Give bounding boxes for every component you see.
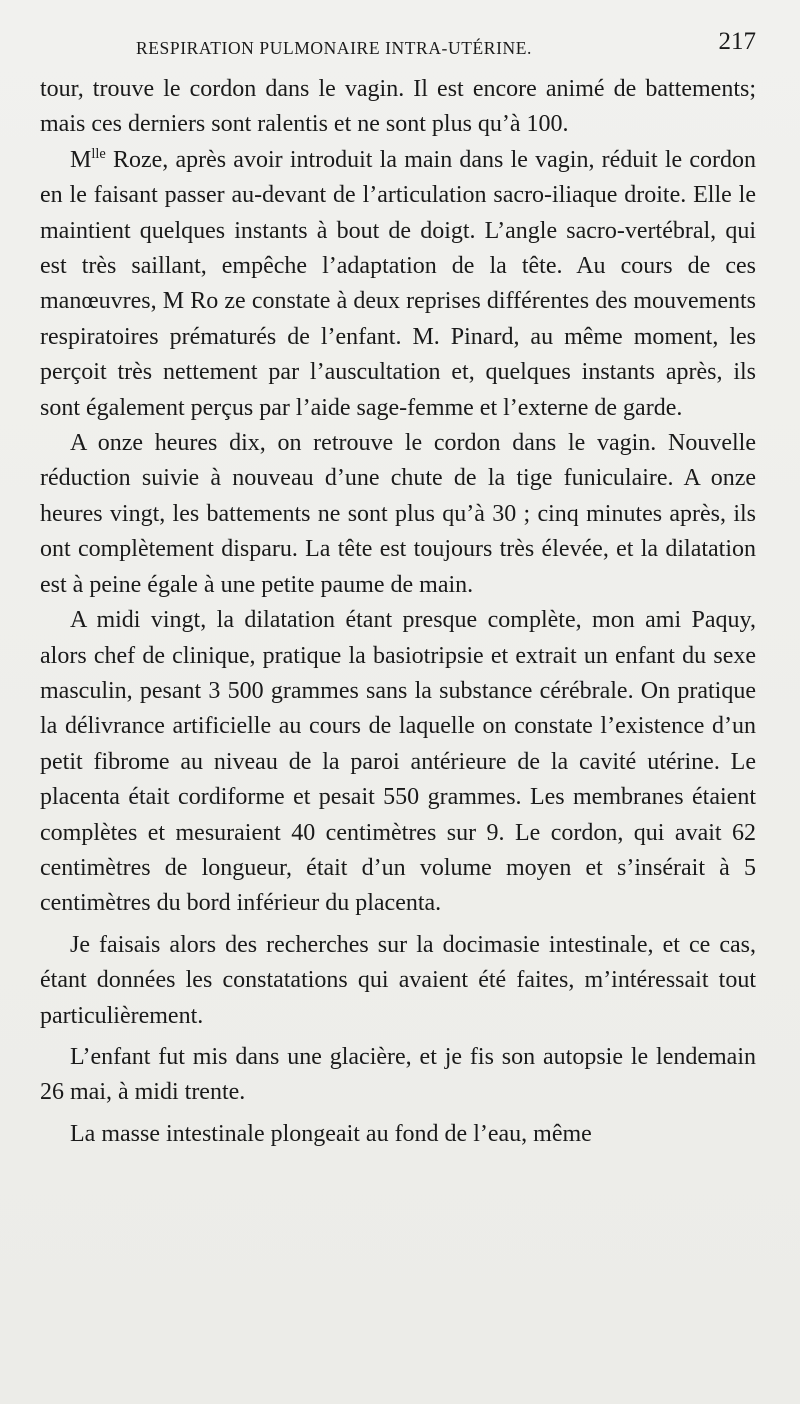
- paragraph-text: A onze heures dix, on retrouve le cordon dans le vagin. Nouvelle réduction suivie à nouveau d’une chute de la tige funiculaire. A onze heures vingt, les battements ne sont plus qu’à 30 ; cinq minutes après, ils ont complètement disparu. La tête est toujours très élevée, et la dilatation est à peine égale à une petite paume de main.: [40, 430, 756, 598]
- page-number: 217: [718, 28, 756, 55]
- paragraph: [40, 1117, 756, 1152]
- body-text: [40, 72, 756, 1152]
- paragraph: [40, 1040, 756, 1111]
- honorific-superscript: lle: [91, 145, 106, 162]
- paragraph-text: A midi vingt, la dilatation étant presque complète, mon ami Paquy, alors chef de clinique, pratique la basiotripsie et extrait un enfant du sexe masculin, pesant 3 500 grammes sans la substance cérébrale. On pratique la délivrance artificielle au cours de laquelle on constate l’existence d’un petit fibrome au niveau de la paroi antérieure de la cavité utérine. Le placenta était cordiforme et pesait 550 grammes. Les membranes étaient complètes et mesuraient 40 centimètres sur 9. Le cordon, qui avait 62 centimètres de longueur, était d’un volume moyen et s’insérait à 5 centimètres du bord inférieur du placenta.: [40, 607, 756, 917]
- paragraph-text: Roze, après avoir introduit la main dans le vagin, réduit le cordon en le faisant passer au-devant de l’articulation sacro-iliaque droite. Elle le maintient quelques instants à bout de doigt. L’angle sacro-vertébral, qui est très saillant, empêche l’adaptation de la tête. Au cours de ces manœuvres, M Ro ze constate à deux reprises différentes des mouvements respiratoires prématurés de l’enfant. M. Pinard, au même moment, les perçoit très nettement par l’auscultation et, quelques instants après, ils sont également perçus par l’aide sage-femme et l’externe de garde.: [40, 146, 756, 421]
- paragraph: [40, 143, 756, 426]
- paragraph-text: Je faisais alors des recherches sur la docimasie intestinale, et ce cas, étant données les constatations qui avaient été faites, m’intéressait tout particulièrement.: [40, 931, 756, 1029]
- running-title: RESPIRATION PULMONAIRE INTRA-UTÉRINE.: [136, 38, 533, 58]
- paragraph-text: L’enfant fut mis dans une glacière, et je fis son autopsie le lendemain 26 mai, à midi trente.: [40, 1043, 756, 1106]
- running-head: [136, 28, 756, 68]
- paragraph-text: La masse intestinale plongeait au fond de l’eau, même: [70, 1120, 592, 1147]
- honorific: M: [70, 146, 92, 173]
- paragraph-text: tour, trouve le cordon dans le vagin. Il est encore animé de battements; mais ces derniers sont ralentis et ne sont plus qu’à 100.: [40, 76, 756, 138]
- paragraph: [40, 72, 756, 143]
- paragraph: [40, 928, 756, 1034]
- paragraph: [40, 426, 756, 603]
- paragraph: [40, 603, 756, 922]
